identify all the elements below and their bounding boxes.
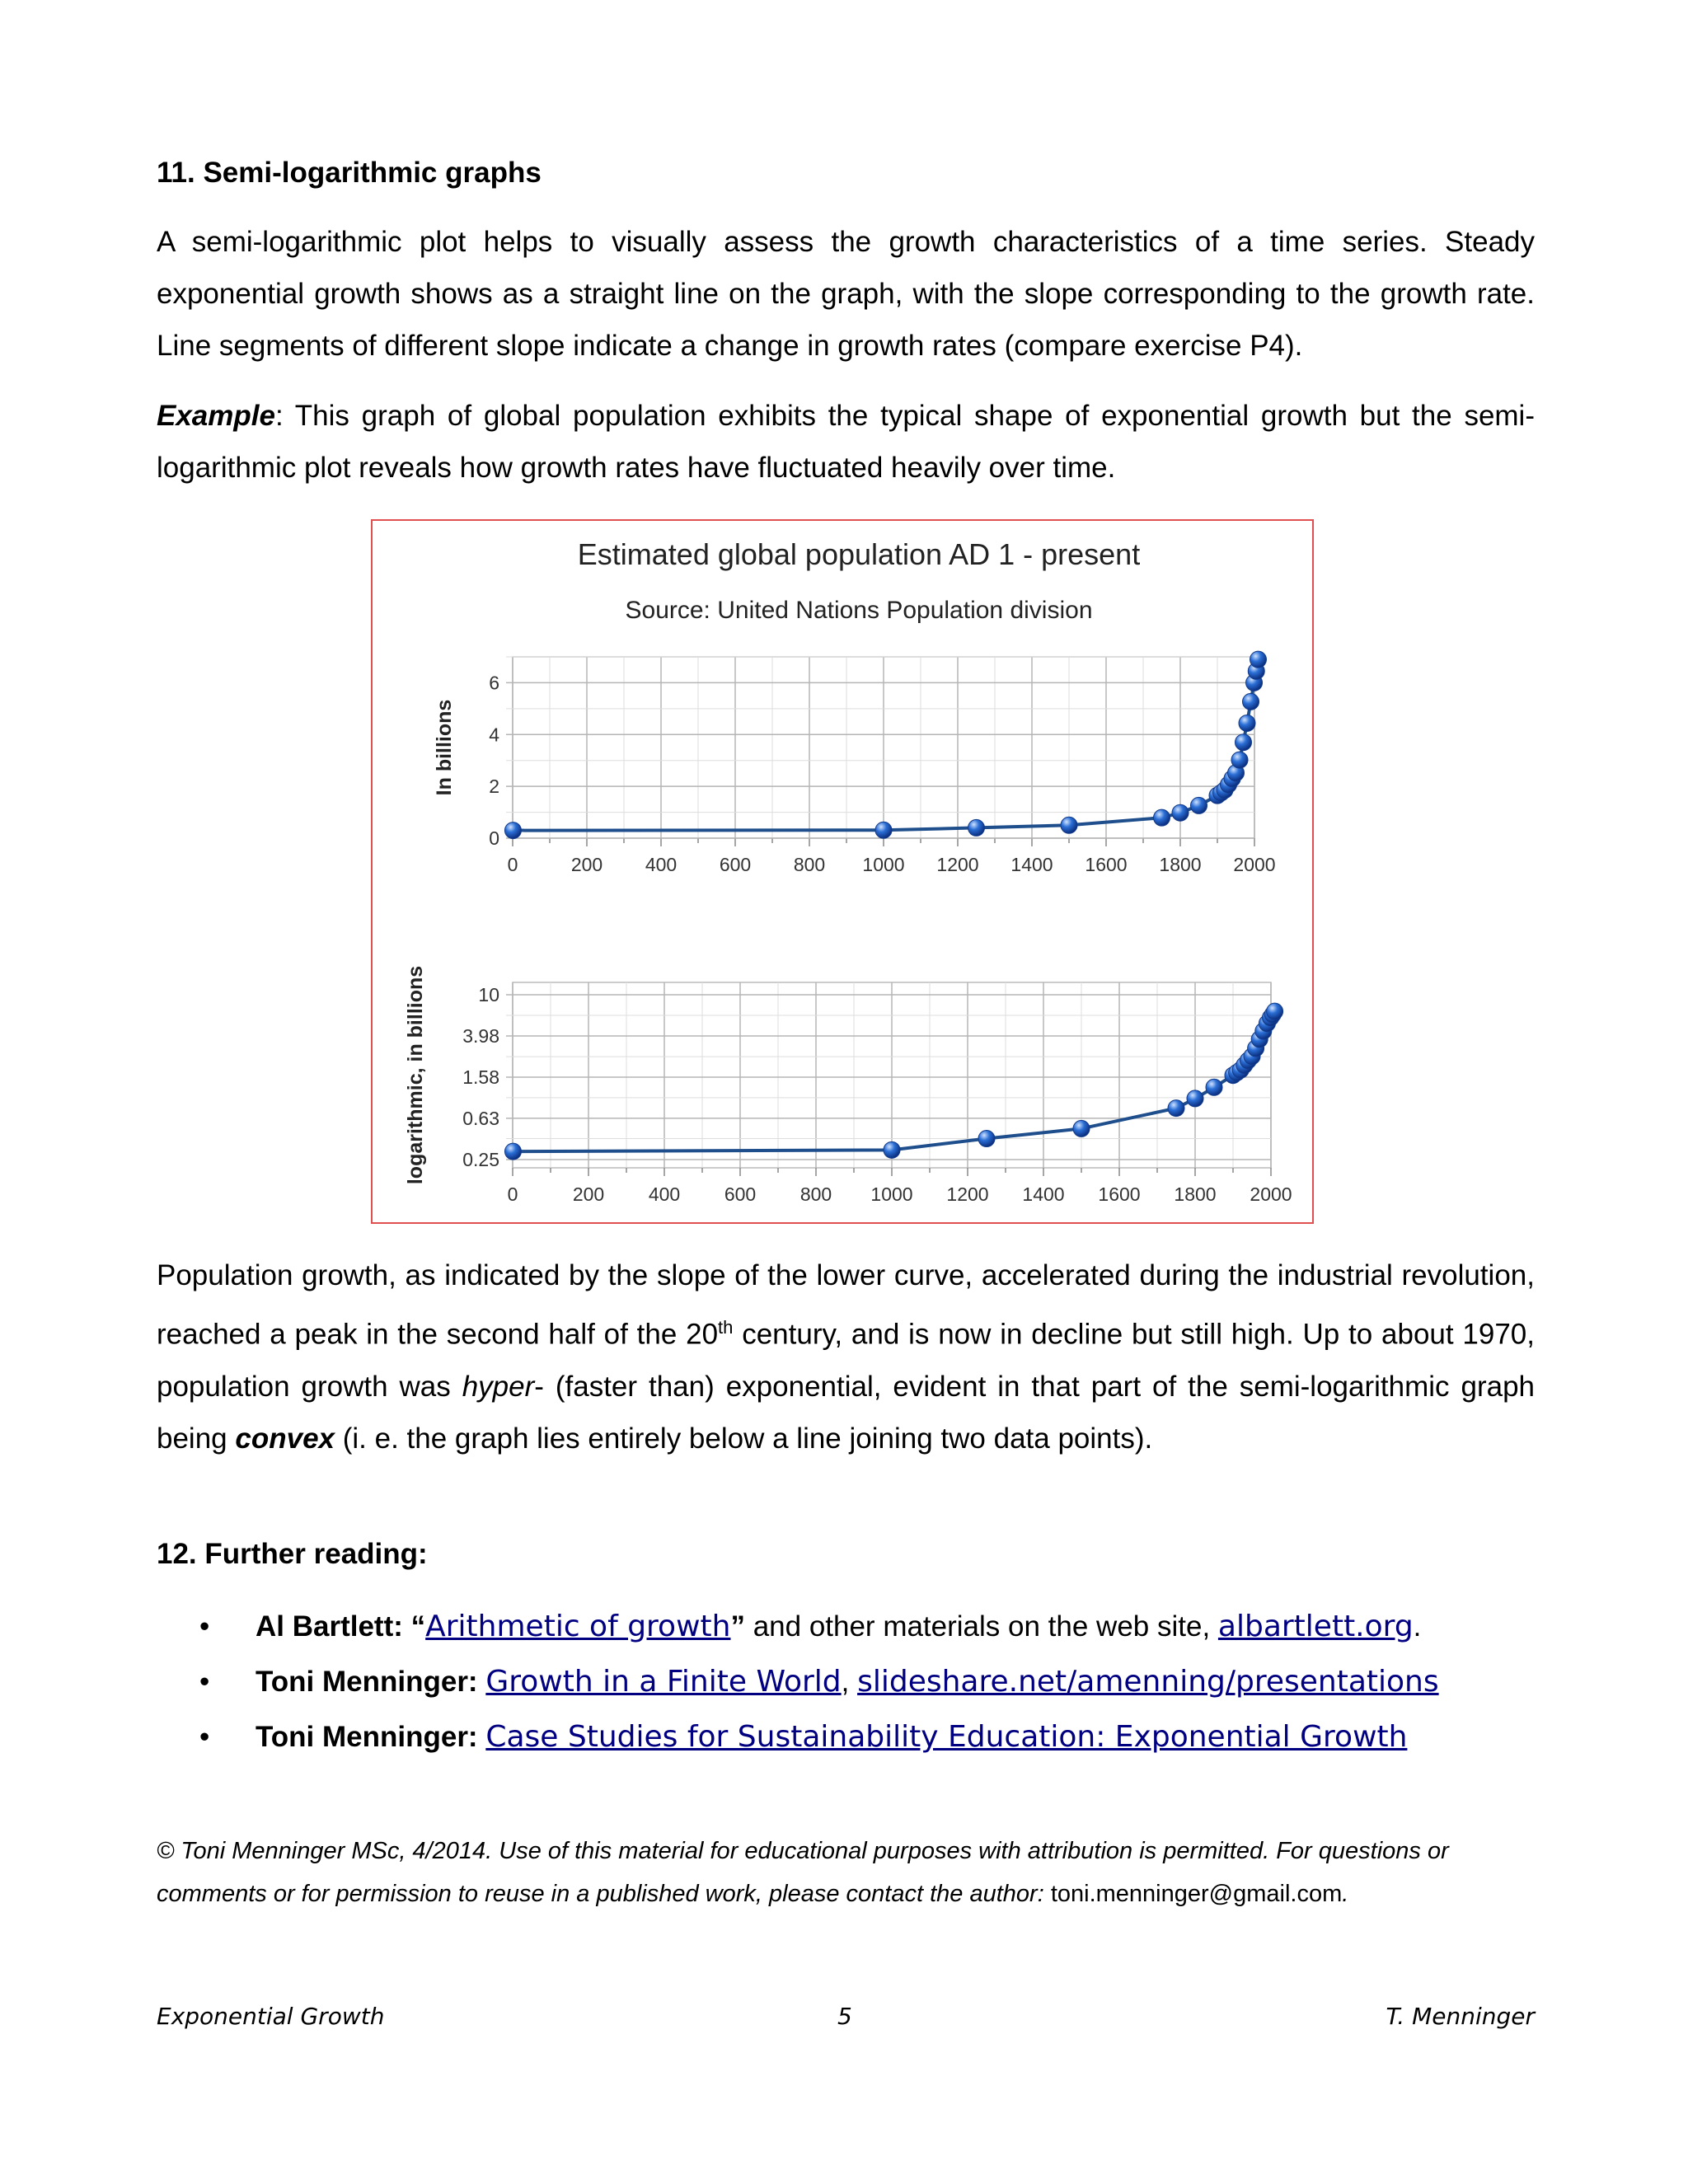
upper-xtick-label: 0: [507, 854, 518, 875]
upper-data-point: [1243, 693, 1259, 710]
upper-xtick-label: 800: [793, 854, 826, 875]
lower-xtick-label: 200: [572, 1183, 605, 1205]
lower-ytick-label: 3.98: [462, 1024, 499, 1047]
upper-data-point: [1061, 817, 1077, 833]
author-email: toni.menninger@gmail.com: [1050, 1881, 1343, 1907]
lower-data-point: [1267, 1003, 1283, 1019]
slideshare-link[interactable]: slideshare.net/amenning/presentations: [857, 1665, 1439, 1699]
close-quote: ”: [730, 1610, 745, 1643]
bullet-icon: •: [199, 1610, 210, 1643]
example-text: : This graph of global population exhibits the typical shape of exponential growth but the semi-logarithmic plot reveals how growth rates have fluctuated heavily over time.: [157, 400, 1535, 484]
lower-ytick-label: 1.58: [462, 1066, 499, 1089]
case-studies-link[interactable]: Case Studies for Sustainability Education: Exponential Growth: [485, 1720, 1408, 1754]
upper-xtick-label: 1200: [936, 854, 979, 875]
lower-series-line: [513, 1011, 1274, 1151]
upper-xtick-label: 1600: [1085, 854, 1128, 875]
lower-ylabel: logarithmic, in billions: [404, 965, 427, 1185]
upper-data-point: [875, 822, 892, 838]
ref-author: Toni Menninger:: [256, 1721, 486, 1753]
upper-data-point: [1172, 804, 1189, 821]
footer-author: T. Menninger: [1386, 2003, 1535, 2030]
page-number: 5: [837, 2003, 852, 2030]
lower-xtick-label: 0: [507, 1183, 518, 1205]
list-item: [157, 1709, 1535, 1765]
ref-text: and other materials on the web site,: [744, 1610, 1218, 1643]
lower-data-point: [978, 1131, 995, 1147]
population-paragraph: [157, 1249, 1535, 1465]
lower-xtick-label: 1400: [1022, 1183, 1065, 1205]
intro-paragraph: A semi-logarithmic plot helps to visually assess the growth characteristics of a time series. Steady exponential growth shows as a straight line on the graph, with the slope corresponding to the growth rate. Line segments of different slope indicate a change in growth rates (compare exercise P4).: [157, 226, 1535, 362]
upper-data-point: [1250, 651, 1267, 668]
lower-data-point: [1187, 1090, 1203, 1107]
growth-finite-world-link[interactable]: Growth in a Finite World: [485, 1665, 842, 1699]
population-chart: [371, 519, 1314, 1224]
bullet-icon: •: [199, 1721, 210, 1753]
lower-xtick-label: 1000: [870, 1183, 913, 1205]
para3-part-d: (i. e. the graph lies entirely below a line joining two data points).: [335, 1422, 1153, 1455]
upper-ytick-label: 4: [489, 724, 499, 746]
lower-xtick-label: 400: [648, 1183, 681, 1205]
chart-svg: [373, 521, 1315, 1226]
lower-xtick-label: 1800: [1174, 1183, 1217, 1205]
upper-data-point: [504, 823, 521, 839]
para3-convex: convex: [235, 1422, 335, 1455]
lower-xtick-label: 1200: [946, 1183, 989, 1205]
lower-ytick-label: 10: [478, 984, 499, 1005]
upper-xtick-label: 600: [719, 854, 752, 875]
ref-separator: ,: [841, 1666, 858, 1698]
list-item: [157, 1599, 1535, 1654]
upper-data-point: [1231, 752, 1248, 768]
upper-ylabel: In billions: [433, 699, 456, 796]
upper-ytick-label: 0: [489, 827, 499, 849]
further-reading-list: [157, 1599, 1535, 1765]
copyright-end: .: [1342, 1881, 1349, 1907]
section-12-heading: 12. Further reading:: [157, 1538, 428, 1570]
upper-xtick-label: 200: [570, 854, 603, 875]
open-quote: “: [410, 1610, 426, 1643]
chart-title: Estimated global population AD 1 - present: [577, 537, 1141, 571]
example-label: Example: [157, 400, 275, 432]
lower-data-point: [504, 1143, 521, 1160]
upper-data-point: [968, 819, 985, 836]
para3-hyper: hyper: [462, 1370, 535, 1403]
lower-data-point: [884, 1141, 900, 1158]
lower-xtick-label: 2000: [1250, 1183, 1292, 1205]
ref-author: Al Bartlett:: [256, 1610, 411, 1643]
upper-xtick-label: 400: [645, 854, 678, 875]
upper-xtick-label: 2000: [1233, 854, 1276, 875]
upper-series-line: [513, 659, 1258, 830]
lower-xtick-label: 1600: [1098, 1183, 1141, 1205]
para3-part-c: - (faster than) exponential, evident in that part of the semi-logarithmic graph being: [157, 1370, 1536, 1455]
para3-part-a: Population growth, as indicated by the slope of the lower curve, accelerated during the industrial revolution, reached a peak in the second half of the 20: [157, 1259, 1535, 1351]
para3-part-b: century, and is now in decline but still high. Up to about 1970, population growth was: [157, 1318, 1535, 1403]
ref-end: .: [1413, 1610, 1422, 1643]
lower-data-point: [1206, 1079, 1222, 1095]
upper-xtick-label: 1000: [862, 854, 905, 875]
bullet-icon: •: [199, 1666, 210, 1698]
lower-xtick-label: 600: [724, 1183, 757, 1205]
section-11-heading: 11. Semi-logarithmic graphs: [157, 157, 542, 189]
copyright-notice: [157, 1830, 1535, 1915]
upper-data-point: [1236, 734, 1252, 751]
lower-ytick-label: 0.25: [462, 1149, 499, 1170]
chart-subtitle: Source: United Nations Population division: [625, 597, 1093, 624]
lower-ytick-label: 0.63: [462, 1107, 499, 1129]
upper-ytick-label: 2: [489, 776, 499, 798]
para3-superscript: th: [718, 1317, 734, 1338]
list-item: [157, 1654, 1535, 1709]
upper-xtick-label: 1400: [1010, 854, 1053, 875]
lower-xtick-label: 800: [799, 1183, 832, 1205]
upper-data-point: [1191, 797, 1207, 813]
lower-data-point: [1073, 1120, 1090, 1137]
upper-ytick-label: 6: [489, 672, 499, 694]
copyright-text: © Toni Menninger MSc, 4/2014. Use of this material for educational purposes with attribution is permitted. For questions or comments or for permission to reuse in a published work, please contact the author:: [157, 1838, 1449, 1907]
upper-data-point: [1154, 809, 1170, 826]
arithmetic-of-growth-link[interactable]: Arithmetic of growth: [425, 1610, 731, 1643]
upper-xtick-label: 1800: [1159, 854, 1202, 875]
upper-data-point: [1239, 715, 1255, 731]
lower-data-point: [1168, 1100, 1184, 1117]
footer-title: Exponential Growth: [157, 2003, 385, 2030]
albartlett-link[interactable]: albartlett.org: [1217, 1610, 1414, 1643]
example-paragraph: [157, 390, 1535, 494]
ref-author: Toni Menninger:: [256, 1666, 486, 1698]
